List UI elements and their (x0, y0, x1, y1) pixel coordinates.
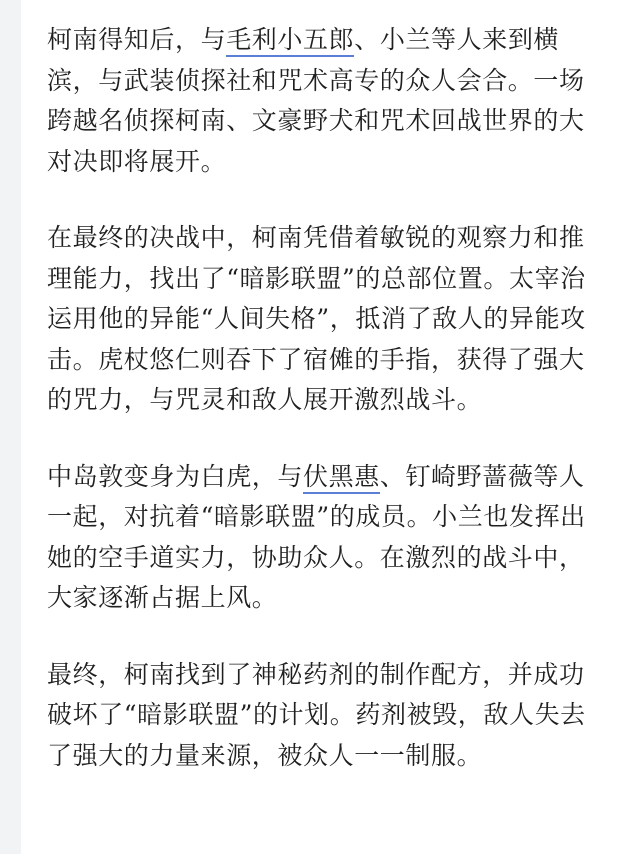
paragraph-3 (47, 457, 591, 619)
paragraph-text: 在最终的决战中，柯南凭借着敏锐的观察力和推理能力，找出了“暗影联盟”的总部位置。太宰治运用他的异能“人间失格”，抵消了敌人的异能攻击。虎杖悠仁则吞下了宿傩的手指，获得了强大的咒力，与咒灵和敌人展开激烈战斗。 (47, 223, 586, 414)
paragraph-4 (47, 655, 591, 777)
paragraph-text: 中岛敦变身为白虎，与 (47, 461, 304, 491)
paragraph-text: 、钉崎野蔷薇等人一起，对抗着“暗影联盟”的成员。小兰也发挥出她的空手道实力，协助众人。在激烈的战斗中，大家逐渐占据上风。 (47, 461, 586, 612)
paragraph-1 (47, 20, 591, 182)
side-margin-strip (0, 0, 21, 854)
link-mouri-kogoro[interactable]: 毛利小五郎 (226, 25, 354, 57)
link-fushiguro-megumi[interactable]: 伏黑惠 (303, 462, 380, 494)
paragraph-text: 柯南得知后，与 (47, 25, 227, 54)
paragraph-2 (47, 218, 591, 421)
paragraph-text: 、小兰等人来到横滨，与武装侦探社和咒术高专的众人会合。一场跨越名侦探柯南、文豪野犬和咒术回战世界的大对决即将展开。 (47, 25, 585, 176)
article-body (21, 0, 611, 812)
paragraph-text: 最终，柯南找到了神秘药剂的制作配方，并成功破坏了“暗影联盟”的计划。药剂被毁，敌人失去了强大的力量来源，被众人一一制服。 (47, 659, 586, 770)
